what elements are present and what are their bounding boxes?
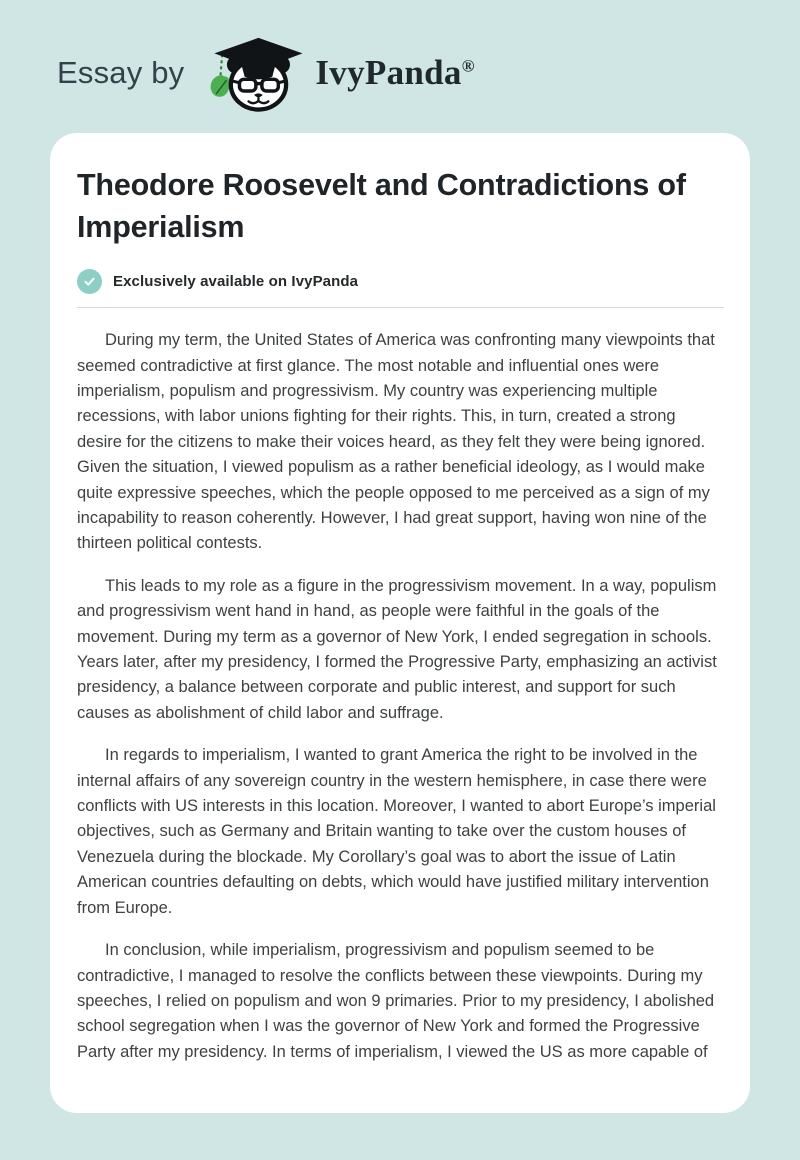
divider [77, 307, 724, 308]
panda-graduate-logo-icon [204, 37, 306, 113]
page-title: Theodore Roosevelt and Contradictions of Imperialism [77, 168, 686, 245]
availability-label: Exclusively available on IvyPanda [113, 273, 359, 291]
brand-text: IvyPanda [315, 53, 462, 92]
essay-by-label: Essay by [57, 55, 185, 90]
site-header [0, 0, 800, 112]
availability-badge [77, 269, 724, 294]
check-icon [77, 269, 102, 294]
essay-body [77, 328, 724, 1065]
essay-paragraph: During my term, the United States of America was confronting many viewpoints that seemed contradictive at first glance. The most notable and influential ones were imperialism, populism and progressivism. My country was experiencing multiple recessions, with labor unions fighting for their rights. This, in turn, created a strong desire for the citizens to make their voices heard, as they felt they were being ignored. Given the situation, I viewed populism as a rather beneficial ideology, as I would make quite expressive speeches, which the people opposed to me perceived as a sign of my incapability to reason coherently. However, I had great support, having won nine of the thirteen political contests. [77, 331, 715, 553]
essay-card [50, 133, 750, 1113]
essay-paragraph: In regards to imperialism, I wanted to grant America the right to be involved in the internal affairs of any sovereign country in the western hemisphere, in case there were conflicts with US interests in this location. Moreover, I wanted to abort Europe’s imperial objectives, such as Germany and Britain wanting to take over the custom houses of Venezuela during the blockade. My Corollary’s goal was to abort the issue of Latin American countries defaulting on debts, which would have justified military intervention from Europe. [77, 746, 716, 917]
brand-name [315, 53, 474, 93]
registered-trademark: ® [461, 56, 475, 76]
essay-paragraph: This leads to my role as a figure in the progressivism movement. In a way, populism and progressivism went hand in hand, as people were faithful in the goals of the movement. During my term as a governor of New York, I ended segregation in schools. Years later, after my presidency, I formed the Progressive Party, emphasizing an activist presidency, a balance between corporate and public interest, and support for such causes as abolishment of child labor and suffrage. [77, 576, 717, 722]
ivypanda-logo [204, 37, 306, 113]
essay-paragraph: In conclusion, while imperialism, progressivism and populism seemed to be contradictive, I managed to resolve the conflicts between these viewpoints. During my speeches, I relied on populism and won 9 primaries. Prior to my presidency, I abolished school segregation when I was the governor of New York and formed the Progressive Party after my presidency. In terms of imperialism, I viewed the US as more capable of [77, 941, 715, 1061]
